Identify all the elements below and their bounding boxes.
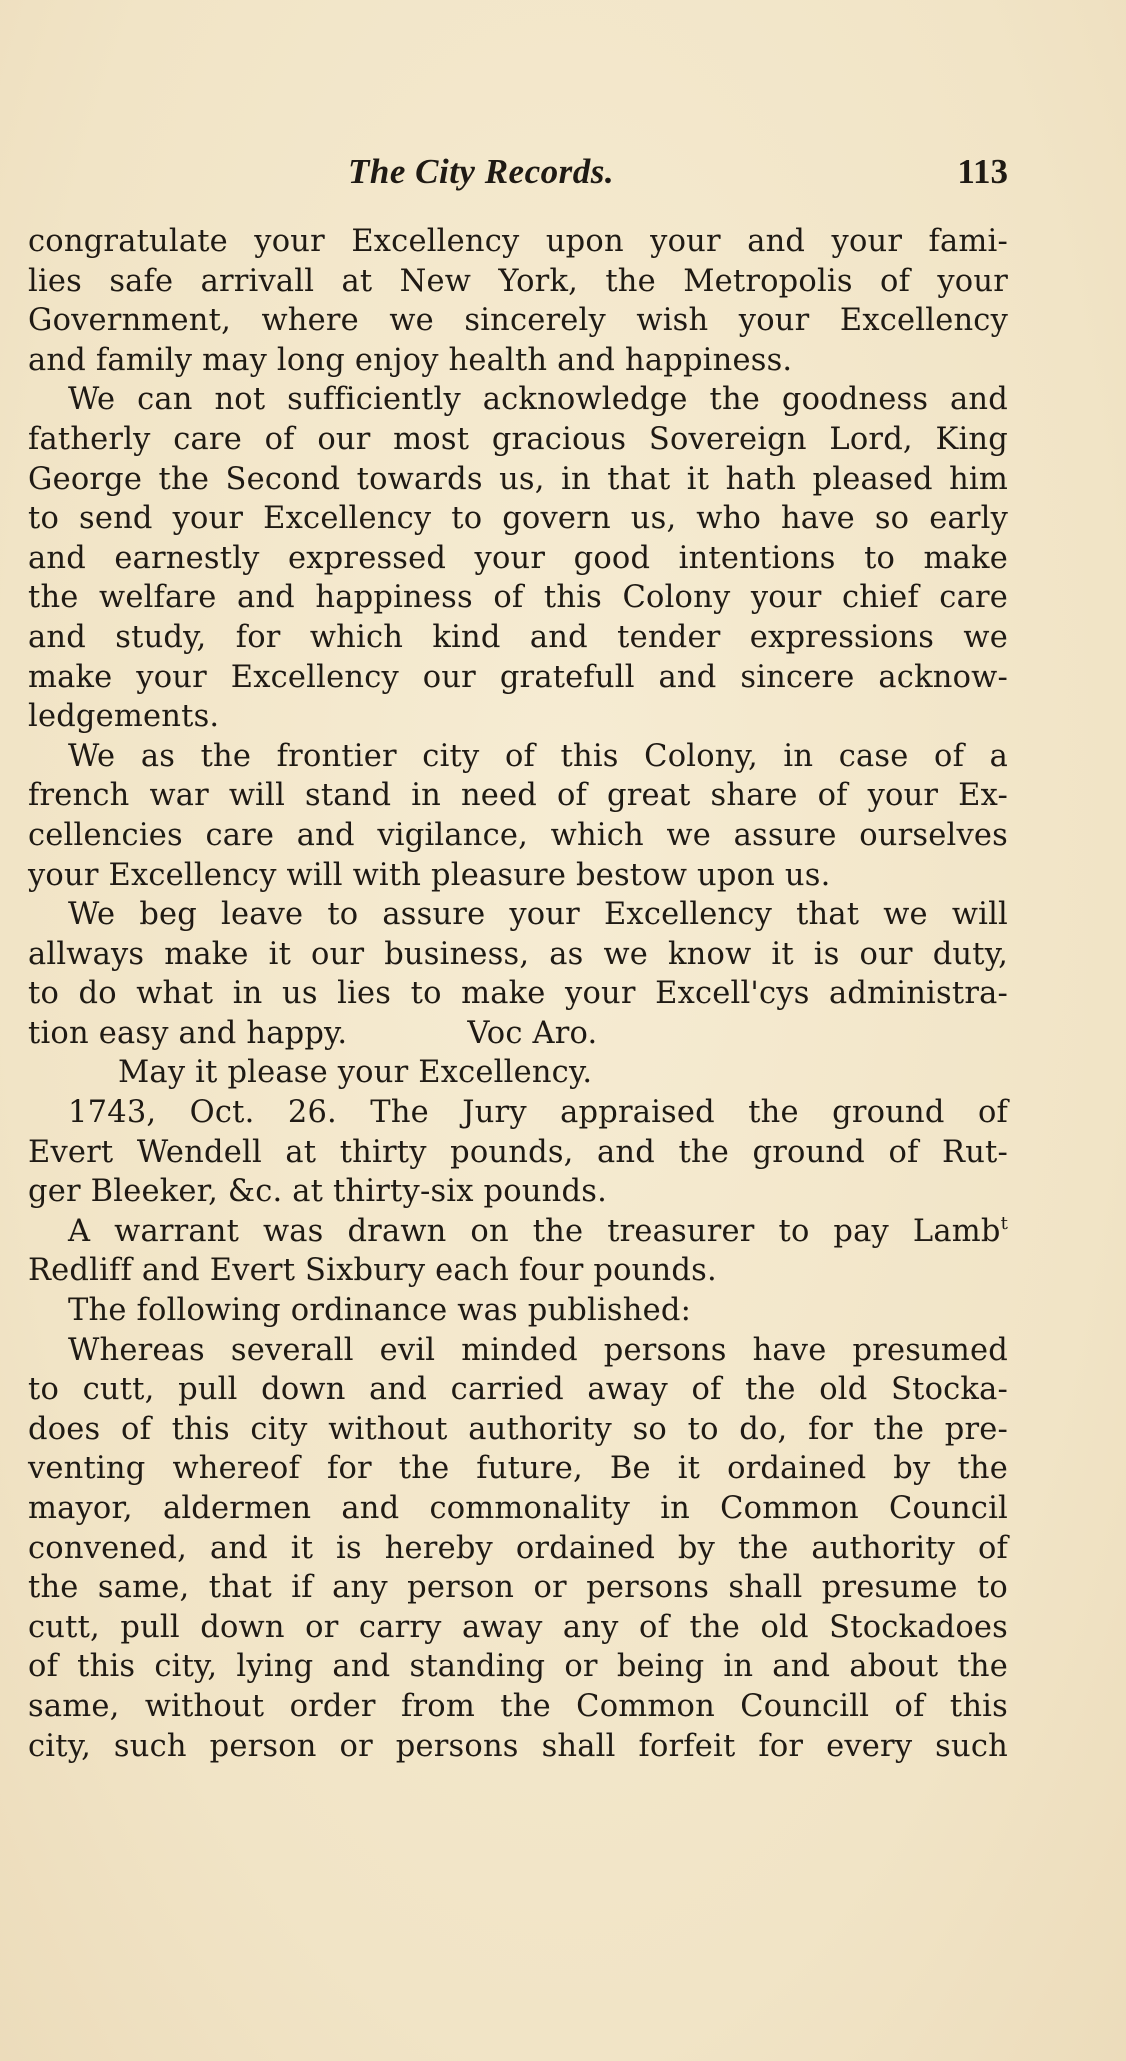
signature-text: Voc Aro. xyxy=(467,1015,598,1051)
text-line: to cutt, pull down and carried away of the old Stocka- xyxy=(28,1372,1008,1408)
text-line: and study, for which kind and tender expressions we xyxy=(28,619,1008,655)
text-line xyxy=(28,1014,1008,1054)
text-line: french war will stand in need of great share of your Ex- xyxy=(28,778,1008,814)
text-line: George the Second towards us, in that it hath pleased him xyxy=(28,461,1008,497)
text-line: allways make it our business, as we know it is our duty, xyxy=(28,936,1008,972)
text-line: the welfare and happiness of this Colony your chief care xyxy=(28,580,1008,616)
text-line: Redliff and Evert Sixbury each four pounds. xyxy=(28,1253,717,1289)
text-line: cellencies care and vigilance, which we assure ourselves xyxy=(28,817,1008,853)
text-line: We can not sufficiently acknowledge the goodness and xyxy=(68,382,1008,418)
text-line: Evert Wendell at thirty pounds, and the ground of Rut- xyxy=(28,1134,1008,1170)
text-line: cutt, pull down or carry away any of the old Stockadoes xyxy=(28,1609,1008,1645)
text-segment: A warrant was drawn on the treasurer to pay Lamb xyxy=(68,1213,1001,1249)
running-head xyxy=(28,152,1008,196)
text-line: of this city, lying and standing or being in and about the xyxy=(28,1649,1008,1685)
superscript: t xyxy=(1000,1212,1008,1234)
text-line: to do what in us lies to make your Excell'cys administra- xyxy=(28,976,1008,1012)
text-line: Government, where we sincerely wish your Excellency xyxy=(28,303,1008,339)
text-line: and family may long enjoy health and happiness. xyxy=(28,342,793,378)
text-line: We as the frontier city of this Colony, in case of a xyxy=(68,738,1008,774)
page-number: 113 xyxy=(957,152,1008,191)
text-line: venting whereof for the future, Be it ordained by the xyxy=(28,1451,1008,1487)
text-line xyxy=(28,1212,1008,1252)
text-line: convened, and it is hereby ordained by the authority of xyxy=(28,1530,1008,1566)
text-line: city, such person or persons shall forfeit for every such xyxy=(28,1728,1008,1764)
text-line: congratulate your Excellency upon your and your fami- xyxy=(28,224,1008,259)
text-line: your Excellency will with pleasure bestow upon us. xyxy=(28,857,831,893)
text-line: The following ordinance was published: xyxy=(68,1293,692,1329)
text-line: the same, that if any person or persons shall presume to xyxy=(28,1570,1008,1606)
text-line: ger Bleeker, &c. at thirty-six pounds. xyxy=(28,1174,607,1210)
text-line: to send your Excellency to govern us, who have so early xyxy=(28,501,1008,537)
text-line: fatherly care of our most gracious Sovereign Lord, King xyxy=(28,421,1008,457)
text-line: make your Excellency our gratefull and sincere acknow- xyxy=(28,659,1008,695)
text-line: and earnestly expressed your good intentions to make xyxy=(28,540,1008,576)
text-line: ledgements. xyxy=(28,699,220,735)
text-line: does of this city without authority so to do, for the pre- xyxy=(28,1411,1008,1447)
text-line: May it please your Excellency. xyxy=(118,1055,593,1091)
text-line: lies safe arrivall at New York, the Metropolis of your xyxy=(28,263,1008,299)
text-line: same, without order from the Common Councill of this xyxy=(28,1688,1008,1724)
body-text xyxy=(28,222,1008,1766)
text-segment: tion easy and happy. xyxy=(28,1015,348,1051)
text-line: Whereas severall evil minded persons have presumed xyxy=(68,1332,1008,1368)
text-line: 1743, Oct. 26. The Jury appraised the ground of xyxy=(68,1095,1008,1131)
text-line: mayor, aldermen and commonality in Common Council xyxy=(28,1491,1008,1526)
running-title: The City Records. xyxy=(348,152,615,191)
text-line: We beg leave to assure your Excellency that we will xyxy=(68,897,1008,933)
